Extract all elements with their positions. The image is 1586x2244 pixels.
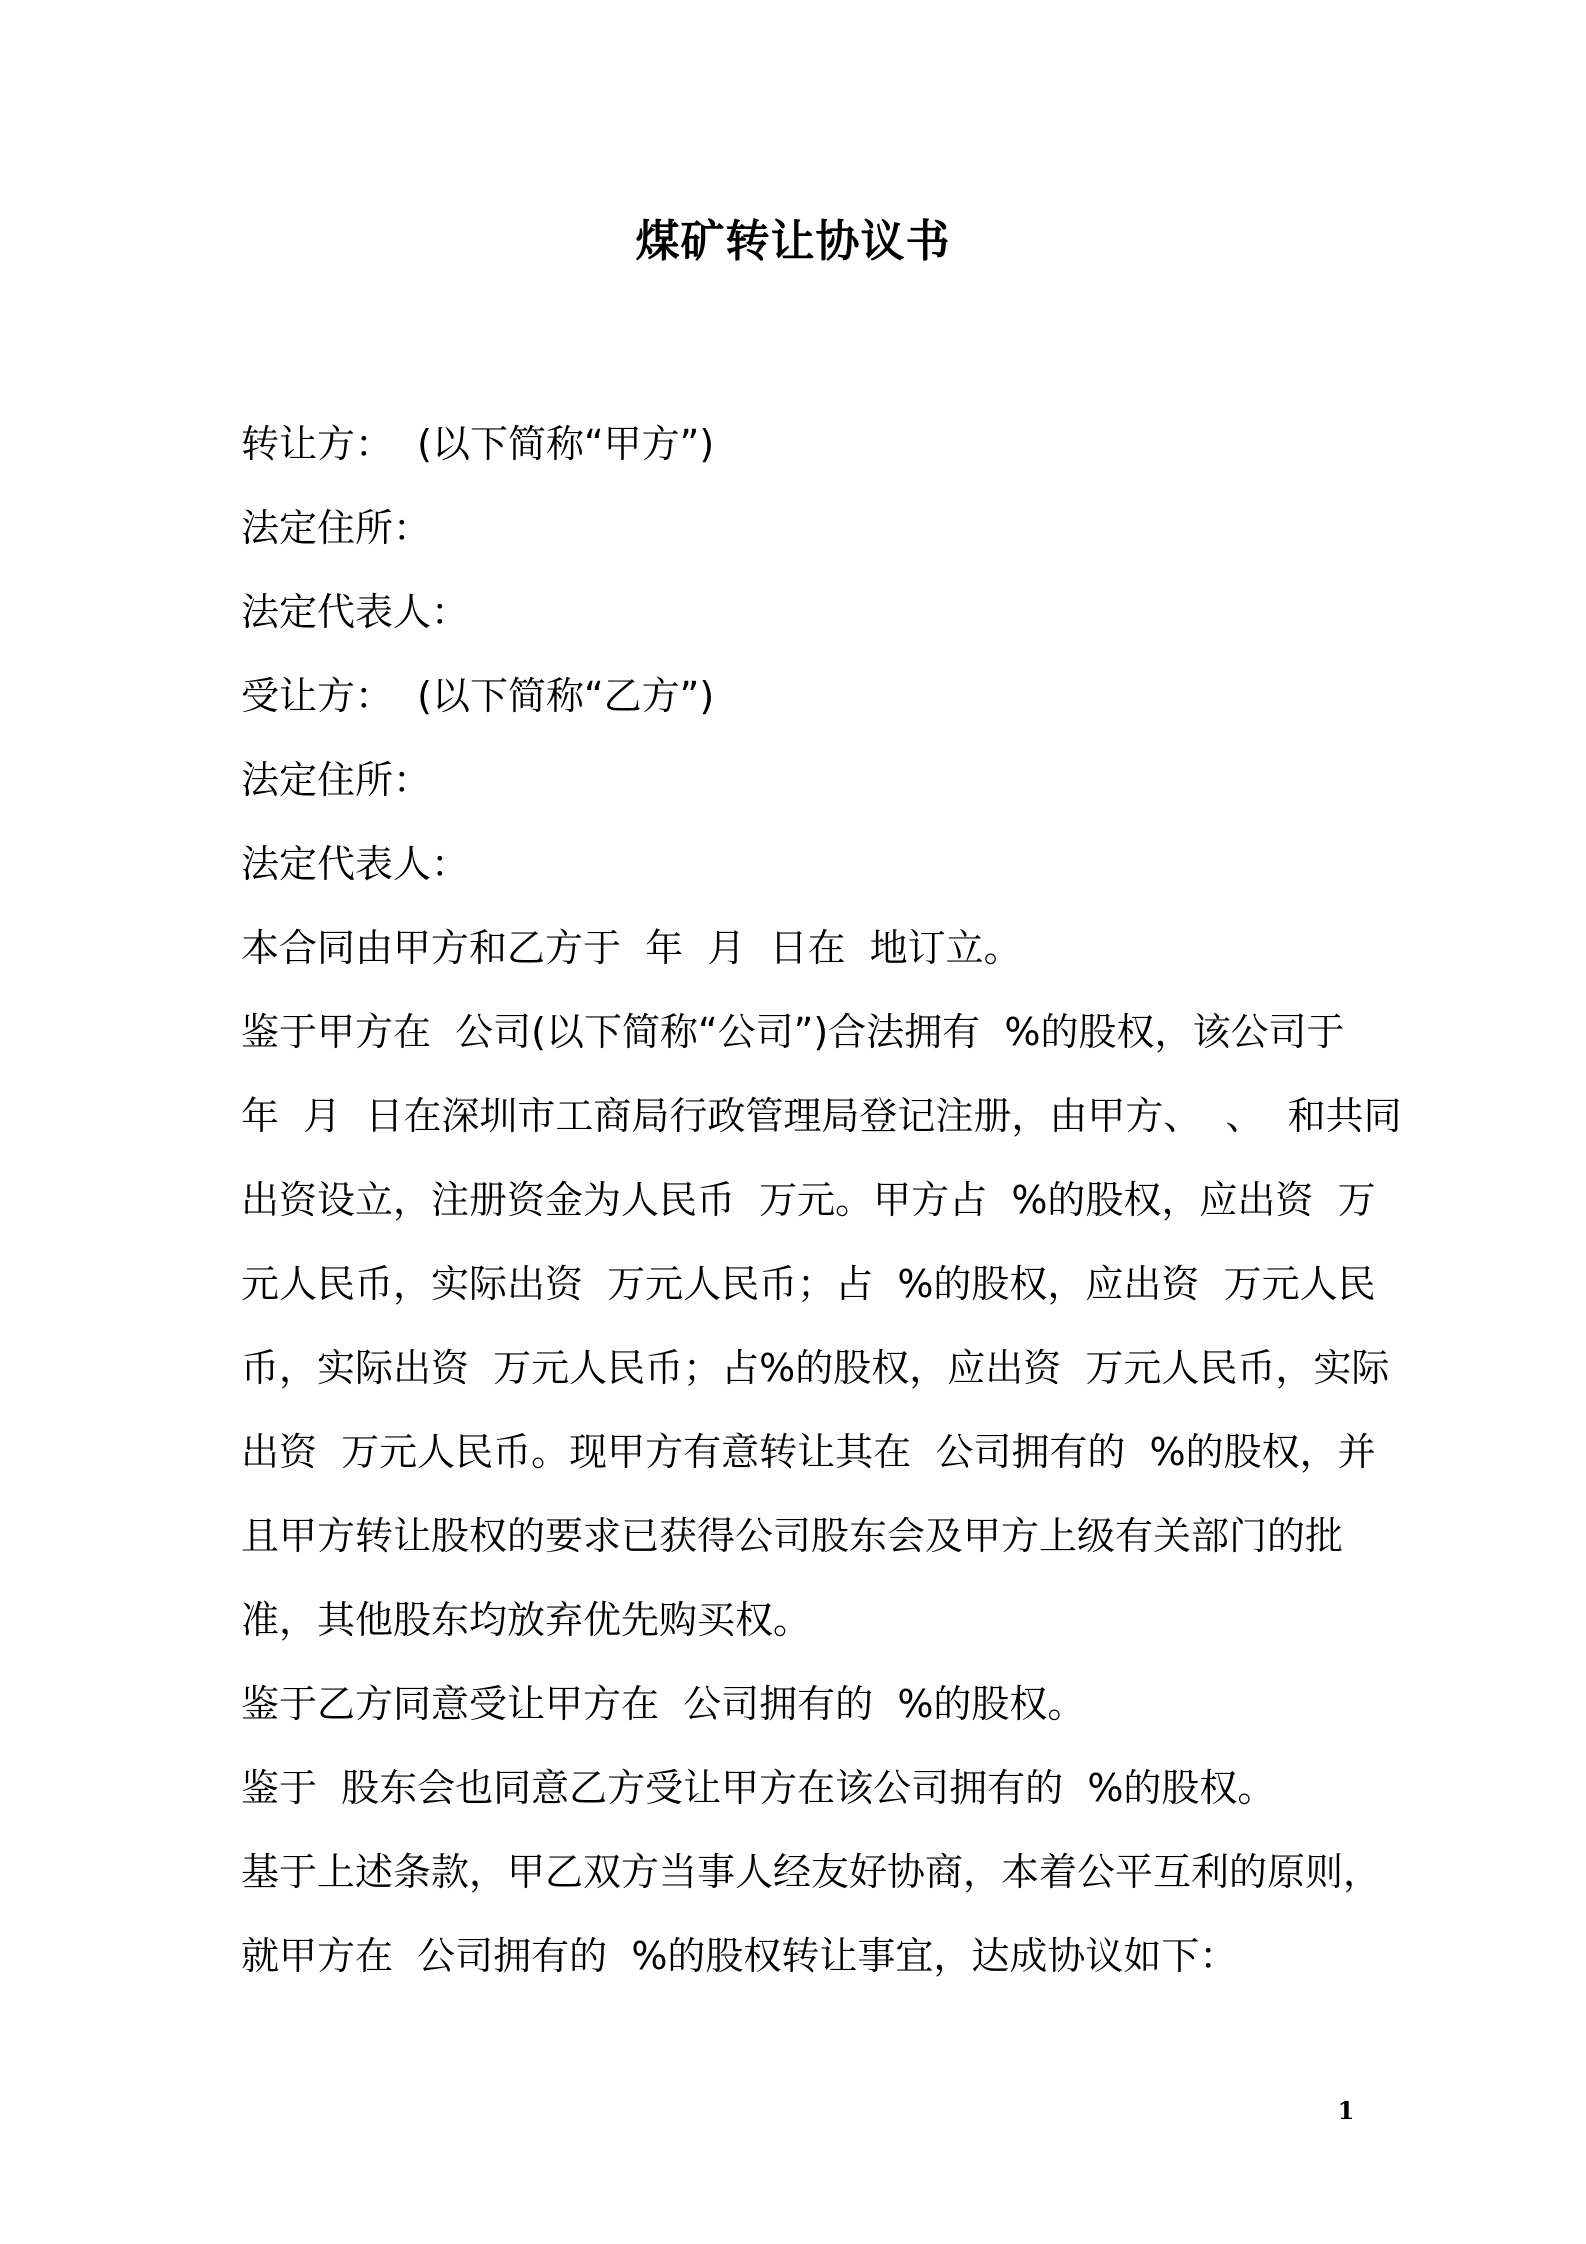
whereas-1-line: 鉴于甲方在 公司(以下简称“公司”)合法拥有 %的股权，该公司于 (241, 1010, 1345, 1054)
whereas-1-line: 元人民币，实际出资 万元人民币；占 %的股权，应出资 万元人民 (241, 1262, 1376, 1306)
transferee-address-line: 法定住所： (241, 758, 432, 802)
transferee-representative-line: 法定代表人： (241, 842, 470, 886)
transferor-representative-line: 法定代表人： (241, 590, 470, 634)
document-body (241, 402, 1402, 1998)
whereas-paragraph-1 (241, 990, 1402, 1662)
whereas-1-line: 准，其他股东均放弃优先购买权。 (241, 1598, 812, 1642)
transferor-address-line: 法定住所： (241, 506, 432, 550)
whereas-1-line: 出资设立，注册资金为人民币 万元。甲方占 %的股权，应出资 万 (241, 1178, 1376, 1222)
whereas-paragraph-3: 鉴于 股东会也同意乙方受让甲方在该公司拥有的 %的股权。 (241, 1766, 1276, 1810)
transferor-line: 转让方： (以下简称“甲方”) (241, 422, 715, 466)
page-number: 1 (1337, 2096, 1355, 2125)
whereas-1-line: 出资 万元人民币。现甲方有意转让其在 公司拥有的 %的股权，并 (241, 1430, 1376, 1474)
conclusion-line: 基于上述条款，甲乙双方当事人经友好协商，本着公平互利的原则， (241, 1850, 1382, 1894)
whereas-1-line: 年 月 日在深圳市工商局行政管理局登记注册，由甲方、 、 和共同 (241, 1094, 1402, 1138)
conclusion-paragraph (241, 1830, 1382, 1998)
whereas-1-line: 且甲方转让股权的要求已获得公司股东会及甲方上级有关部门的批 (241, 1514, 1344, 1558)
whereas-paragraph-2: 鉴于乙方同意受让甲方在 公司拥有的 %的股权。 (241, 1682, 1086, 1726)
document-title: 煤矿转让协议书 (635, 216, 951, 267)
whereas-1-line: 币，实际出资 万元人民币；占%的股权，应出资 万元人民币，实际 (241, 1346, 1390, 1390)
conclusion-line: 就甲方在 公司拥有的 %的股权转让事宜，达成协议如下： (241, 1934, 1238, 1978)
transferee-line: 受让方： (以下简称“乙方”) (241, 674, 715, 718)
contract-made-line: 本合同由甲方和乙方于 年 月 日在 地订立。 (241, 926, 1022, 970)
